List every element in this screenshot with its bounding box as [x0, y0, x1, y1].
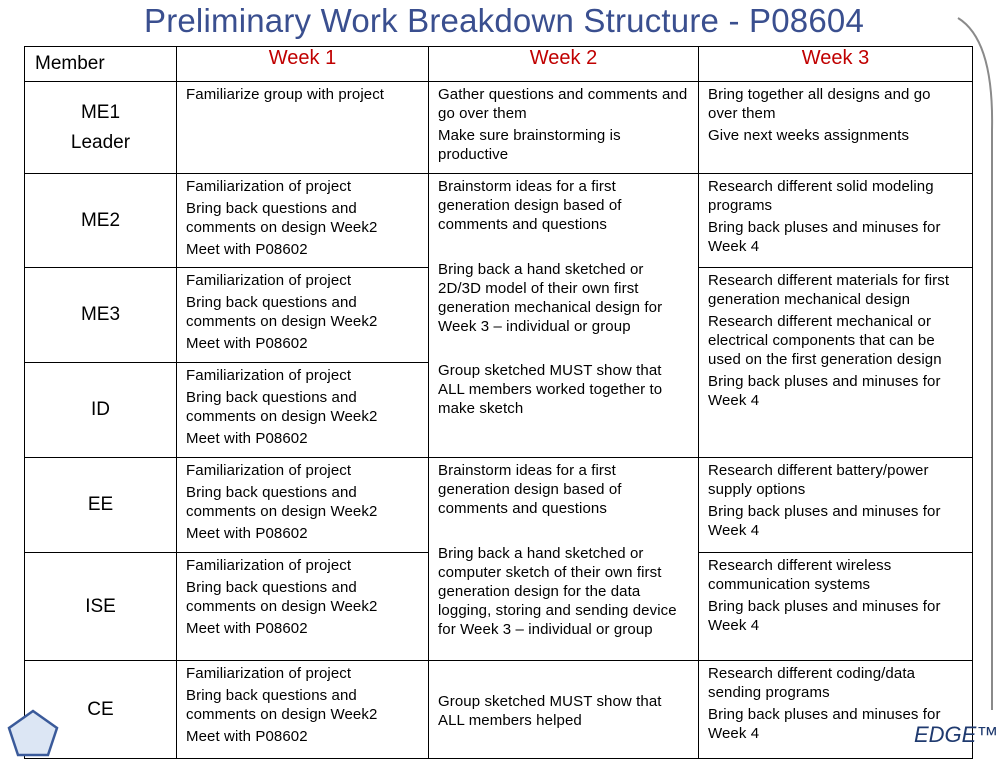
- task-text: Meet with P08602: [186, 335, 308, 352]
- task-text: Group sketched MUST show that ALL members helped: [438, 693, 662, 729]
- task-text: Bring together all designs and go over them: [708, 86, 931, 122]
- task-text: Brainstorm ideas for a first generation design based of comments and questions: [438, 178, 622, 233]
- task-text: Familiarization of project: [186, 367, 352, 384]
- task-text: Familiarization of project: [186, 462, 352, 479]
- task-text: Bring back pluses and minuses for Week 4: [708, 503, 941, 539]
- task-text: Bring back questions and comments on design Week2: [186, 294, 378, 330]
- task-text: Bring back questions and comments on design Week2: [186, 687, 378, 723]
- task-text: Meet with P08602: [186, 525, 308, 542]
- me1-week2: [429, 82, 699, 174]
- header-week-3: Week 3: [699, 47, 973, 82]
- mech-week3: [699, 268, 973, 458]
- task-text: Give next weeks assignments: [708, 127, 910, 144]
- me1-week3: [699, 82, 973, 174]
- task-text: Research different mechanical or electrical components that can be used on the first generation design: [708, 313, 942, 368]
- task-text: Gather questions and comments and go over them: [438, 86, 688, 122]
- task-text: Bring back pluses and minuses for Week 4: [708, 219, 941, 255]
- member-id: ID: [25, 363, 177, 458]
- task-text: Meet with P08602: [186, 728, 308, 745]
- me2-week3: [699, 174, 973, 268]
- me3-week1: [177, 268, 429, 363]
- task-text: Bring back a hand sketched or computer sketch of their own first generation design for the data logging, storing and sending device for Week 3 – individual or group: [438, 545, 677, 638]
- header-row: [25, 47, 973, 82]
- task-text: Bring back questions and comments on design Week2: [186, 484, 378, 520]
- member-ee: EE: [25, 458, 177, 553]
- pentagon-icon: [6, 708, 60, 758]
- id-week1: [177, 363, 429, 458]
- table-row-me2: [25, 174, 973, 268]
- mech-week2: [429, 174, 699, 458]
- task-text: Bring back pluses and minuses for Week 4: [708, 706, 941, 742]
- me2-week1: [177, 174, 429, 268]
- elec-week2-a: [429, 458, 699, 661]
- task-text: Brainstorm ideas for a first generation design based of comments and questions: [438, 462, 622, 517]
- task-text: Meet with P08602: [186, 620, 308, 637]
- task-text: Familiarization of project: [186, 665, 352, 682]
- member-me1: [25, 82, 177, 174]
- task-text: Familiarization of project: [186, 272, 352, 289]
- task-text: Familiarize group with project: [186, 86, 385, 103]
- ee-week1: [177, 458, 429, 553]
- task-text: Research different wireless communication systems: [708, 557, 892, 593]
- task-text: Bring back questions and comments on design Week2: [186, 389, 378, 425]
- member-ce: CE: [25, 661, 177, 759]
- table-row-ce: [25, 661, 973, 759]
- task-text: Bring back pluses and minuses for Week 4: [708, 598, 941, 634]
- task-text: Meet with P08602: [186, 241, 308, 258]
- table-row-me1: [25, 82, 973, 174]
- ce-week1: [177, 661, 429, 759]
- task-text: Bring back a hand sketched or 2D/3D model of their own first generation mechanical design for Week 3 – individual or group: [438, 261, 663, 335]
- ee-week3: [699, 458, 973, 553]
- task-text: Research different materials for first generation mechanical design: [708, 272, 950, 308]
- me1-week1: [177, 82, 429, 174]
- member-me3: ME3: [25, 268, 177, 363]
- task-text: Group sketched MUST show that ALL members worked together to make sketch: [438, 362, 663, 417]
- task-text: Familiarization of project: [186, 557, 352, 574]
- ise-week3: [699, 553, 973, 661]
- member-role-label: Leader: [70, 131, 131, 153]
- member-ise: ISE: [25, 553, 177, 661]
- task-text: Research different battery/power supply options: [708, 462, 929, 498]
- ise-week1: [177, 553, 429, 661]
- member-me2: ME2: [25, 174, 177, 268]
- task-text: Bring back questions and comments on design Week2: [186, 200, 378, 236]
- header-member: Member: [25, 47, 177, 82]
- header-week-2: Week 2: [429, 47, 699, 82]
- wbs-table: [24, 46, 973, 759]
- elec-week2-b: [429, 661, 699, 759]
- task-text: Research different solid modeling programs: [708, 178, 934, 214]
- task-text: Bring back questions and comments on design Week2: [186, 579, 378, 615]
- task-text: Bring back pluses and minuses for Week 4: [708, 373, 941, 409]
- header-week-1: Week 1: [177, 47, 429, 82]
- task-text: Make sure brainstorming is productive: [438, 127, 621, 163]
- task-text: Familiarization of project: [186, 178, 352, 195]
- task-text: Meet with P08602: [186, 430, 308, 447]
- page-title: Preliminary Work Breakdown Structure - P08604: [143, 2, 864, 39]
- task-text: Research different coding/data sending programs: [708, 665, 916, 701]
- edge-logo: EDGE™: [914, 722, 999, 747]
- member-label: ME1: [80, 101, 121, 123]
- table-row-ee: [25, 458, 973, 553]
